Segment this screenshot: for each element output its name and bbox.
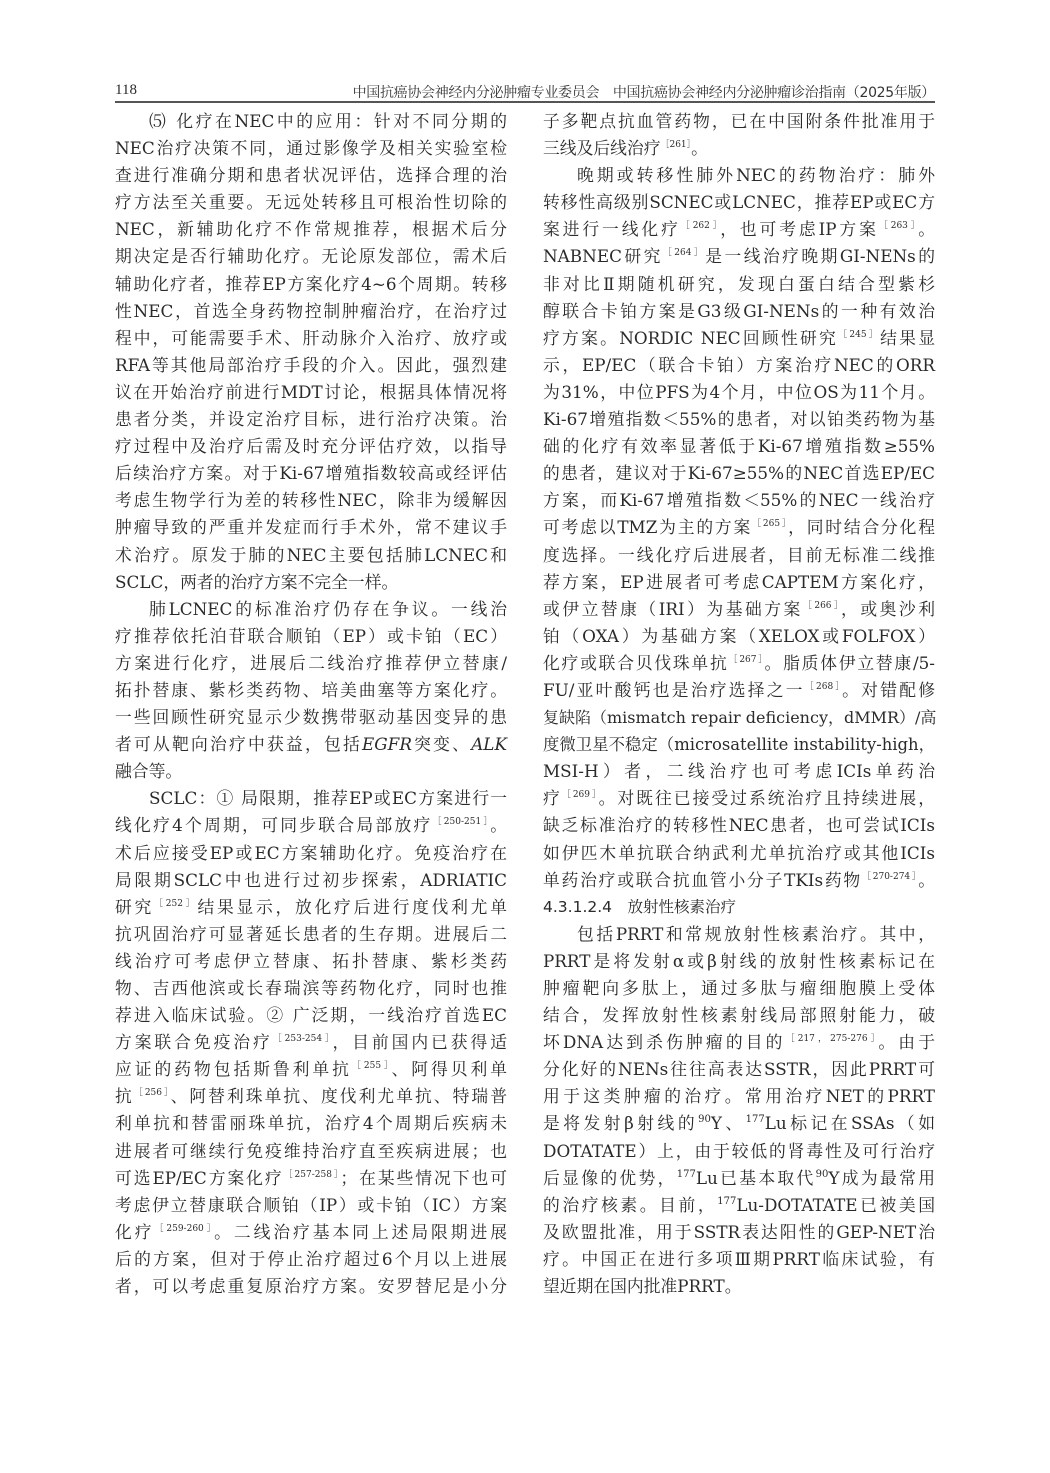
text-line bbox=[543, 1110, 935, 1137]
text-line bbox=[115, 298, 507, 325]
line-text: 示，EP/EC（联合卡铂）方案治疗NEC的ORR bbox=[543, 354, 935, 375]
text-line bbox=[543, 569, 935, 596]
line-text: 。 bbox=[918, 219, 935, 240]
citation: ［263］ bbox=[878, 221, 919, 232]
text-line bbox=[115, 189, 507, 216]
text-line bbox=[543, 108, 935, 135]
line-text: 方案联合免疫治疗 bbox=[115, 1032, 273, 1053]
text-line bbox=[115, 216, 507, 243]
text-line bbox=[543, 379, 935, 406]
line-text: 。对错配修 bbox=[842, 679, 935, 700]
right-column bbox=[543, 108, 935, 1300]
text-line bbox=[115, 352, 507, 379]
line-text: 者可从靶向治疗中获益，包括 bbox=[115, 734, 363, 755]
line-text: 望近期在国内批准PRRT。 bbox=[543, 1276, 742, 1297]
line-text: 。由于 bbox=[878, 1032, 935, 1053]
citation: ［257-258］ bbox=[283, 1169, 341, 1180]
line-text: 术后应接受EP或EC方案辅助化疗。免疫治疗在 bbox=[115, 842, 507, 863]
text-line bbox=[543, 1165, 935, 1192]
line-text: 后续治疗方案。对于Ki-67增殖指数较高或经评估 bbox=[115, 463, 507, 484]
text-line bbox=[543, 758, 935, 785]
left-column bbox=[115, 108, 507, 1300]
line-text: 程中，可能需要手术、肝动脉介入治疗、放疗或 bbox=[115, 327, 507, 348]
line-text: Lu标记在SSAs（如 bbox=[764, 1113, 935, 1134]
line-text: 子多靶点抗血管药物，已在中国附条件批准用于 bbox=[543, 111, 935, 131]
line-text: 4.3.1.2.4 放射性核素治疗 bbox=[543, 897, 737, 916]
citation: ［259-260］ bbox=[154, 1223, 215, 1234]
line-text: ；在某些情况下也可 bbox=[340, 1167, 507, 1188]
isotope-mass: 177 bbox=[717, 1195, 737, 1207]
text-line bbox=[115, 650, 507, 677]
line-text: 议在开始治疗前进行MDT讨论，根据具体情况将 bbox=[115, 381, 507, 402]
text-line bbox=[115, 894, 507, 921]
text-line bbox=[543, 542, 935, 569]
text-line bbox=[115, 406, 507, 433]
line-text: 用于这类肿瘤的治疗。常用治疗NET的PRRT bbox=[543, 1086, 935, 1107]
line-text: PRRT是将发射α或β射线的放射性核素标记在 bbox=[543, 950, 935, 971]
line-text: NEC，新辅助化疗不作常规推荐，根据术后分 bbox=[115, 219, 507, 240]
line-text: 突变、 bbox=[411, 734, 472, 755]
citation: ［261］ bbox=[660, 140, 692, 151]
line-text: NEC治疗决策不同，通过影像学及相关实验室检 bbox=[115, 138, 507, 159]
text-line bbox=[543, 677, 935, 704]
line-text: MSI-H）者，二线治疗也可考虑ICIs单药治 bbox=[543, 761, 935, 782]
text-line bbox=[543, 271, 935, 298]
text-line bbox=[115, 487, 507, 514]
line-text: DOTATATE）上，由于较低的肾毒性及可行治疗 bbox=[543, 1140, 935, 1161]
text-line bbox=[115, 1083, 507, 1110]
line-text: 为31%，中位PFS为4个月，中位OS为11个月。 bbox=[543, 381, 935, 402]
line-text: 研究 bbox=[115, 896, 155, 917]
line-text: 度选择。一线化疗后进展者，目前无标准二线推 bbox=[543, 544, 935, 565]
line-text: 肿瘤靶向多肽上，通过多肽与瘤细胞膜上受体 bbox=[543, 978, 935, 998]
text-line bbox=[543, 1246, 935, 1273]
text-line bbox=[543, 948, 935, 975]
line-text: 抗巩固治疗可显著延长患者的生存期。进展后二 bbox=[115, 923, 507, 944]
line-text: 三线及后线治疗 bbox=[543, 138, 661, 159]
text-line bbox=[543, 975, 935, 1002]
text-line bbox=[543, 298, 935, 325]
citation: ［264］ bbox=[662, 248, 706, 259]
line-text: FU/亚叶酸钙也是治疗选择之一 bbox=[543, 679, 805, 700]
line-text: SCLC，两者的治疗方案不完全一样。 bbox=[115, 571, 399, 592]
text-line bbox=[543, 1056, 935, 1083]
line-text: 。 bbox=[918, 869, 935, 890]
text-line bbox=[543, 189, 935, 216]
citation: ［270-274］ bbox=[861, 871, 919, 882]
line-text: 肿瘤导致的严重并发症而行手术外，常不建议手 bbox=[115, 517, 507, 538]
text-line bbox=[543, 1002, 935, 1029]
line-text: Y、 bbox=[710, 1113, 746, 1134]
line-text: 包括PRRT和常规放射性核素治疗。其中， bbox=[577, 923, 935, 944]
line-text: 期决定是否行辅助化疗。无论原发部位，需术后 bbox=[115, 246, 507, 267]
isotope-mass: 90 bbox=[698, 1114, 711, 1126]
line-text: 后显像的优势， bbox=[543, 1167, 677, 1188]
text-line bbox=[115, 704, 507, 731]
text-line bbox=[115, 785, 507, 812]
text-line bbox=[543, 243, 935, 270]
line-text: ，或奥沙利 bbox=[841, 598, 935, 619]
line-text: 物、吉西他滨或长春瑞滨等药物化疗，同时也推 bbox=[115, 978, 507, 998]
line-text: 。 bbox=[490, 815, 507, 836]
line-text: 复缺陷（mismatch repair deficiency，dMMR）/高 bbox=[543, 708, 937, 728]
line-text: 方案，而Ki-67增殖指数＜55%的NEC一线治疗 bbox=[543, 490, 935, 511]
line-text: 疗。中国正在进行多项Ⅲ期PRRT临床试验，有 bbox=[543, 1248, 935, 1269]
text-line bbox=[543, 650, 935, 677]
line-text: 的治疗核素。目前， bbox=[543, 1194, 718, 1215]
line-text: 、阿替利珠单抗、度伐利尤单抗、特瑞普 bbox=[170, 1086, 507, 1107]
line-text: 是一线治疗晚期GI-NENs的 bbox=[705, 246, 935, 267]
line-text: 拓扑替康、紫杉类药物、培美曲塞等方案化疗。 bbox=[115, 679, 507, 700]
line-text: 局限期SCLC中也进行过初步探索，ADRIATIC bbox=[115, 869, 507, 890]
line-text: 的患者，建议对于Ki-67≥55%的NEC首选EP/EC bbox=[543, 463, 935, 484]
text-line bbox=[115, 460, 507, 487]
gene-name: ALK bbox=[471, 734, 507, 755]
isotope-mass: 177 bbox=[745, 1114, 765, 1126]
line-text: 是将发射β射线的 bbox=[543, 1113, 699, 1134]
header-rule bbox=[115, 101, 935, 103]
text-line bbox=[115, 867, 507, 894]
line-text: NABNEC研究 bbox=[543, 246, 663, 267]
citation: ［253-254］ bbox=[272, 1034, 333, 1045]
line-text: 醇联合卡铂方案是G3级GI-NENs的一种有效治 bbox=[543, 300, 935, 321]
running-header bbox=[115, 80, 935, 102]
gene-name: EGFR bbox=[362, 734, 412, 755]
line-text: 转移性高级别SCNEC或LCNEC，推荐EP或EC方 bbox=[543, 192, 935, 213]
text-line bbox=[543, 623, 935, 650]
text-line bbox=[115, 921, 507, 948]
text-line bbox=[115, 1002, 507, 1029]
line-text: 疗 bbox=[543, 788, 562, 809]
line-text: ，也可考虑IP方案 bbox=[720, 219, 879, 240]
text-line bbox=[115, 569, 507, 596]
text-line bbox=[115, 1138, 507, 1165]
line-text: Y成为最常用 bbox=[828, 1167, 935, 1188]
citation: ［269］ bbox=[561, 790, 599, 801]
text-line bbox=[115, 623, 507, 650]
text-line bbox=[115, 542, 507, 569]
citation: ［262］ bbox=[680, 221, 721, 232]
text-line bbox=[543, 135, 935, 162]
text-line bbox=[115, 135, 507, 162]
line-text: 抗 bbox=[115, 1086, 134, 1107]
line-text: 线治疗可考虑伊立替康、拓扑替康、紫杉类药 bbox=[115, 950, 507, 971]
text-line bbox=[543, 514, 935, 541]
text-line bbox=[543, 1219, 935, 1246]
line-text: 化疗或联合贝伐珠单抗 bbox=[543, 652, 729, 673]
line-text: 荐进入临床试验。② 广泛期，一线治疗首选EC bbox=[115, 1005, 507, 1026]
citation: ［250-251］ bbox=[432, 817, 491, 828]
text-line bbox=[115, 1273, 507, 1300]
text-line bbox=[115, 433, 507, 460]
text-line bbox=[543, 460, 935, 487]
line-text: 铂（OXA）为基础方案（XELOX或FOLFOX） bbox=[543, 625, 935, 646]
line-text: 础的化疗有效率显著低于Ki-67增殖指数≥55% bbox=[543, 436, 935, 457]
text-line bbox=[543, 785, 935, 812]
text-line bbox=[543, 731, 935, 758]
line-text: 。对既往已接受过系统治疗且持续进展， bbox=[598, 788, 935, 809]
line-text: 结合，发挥放射性核素射线局部照射能力，破 bbox=[543, 1005, 935, 1026]
line-text: 查进行准确分期和患者状况评估，选择合理的治 bbox=[115, 165, 507, 186]
page-number: 118 bbox=[115, 82, 137, 98]
text-line bbox=[115, 812, 507, 839]
text-line bbox=[543, 487, 935, 514]
line-text: 度微卫星不稳定（microsatellite instability-high， bbox=[543, 735, 935, 755]
line-text: 患者分类，并设定治疗目标，进行治疗决策。治 bbox=[115, 409, 507, 430]
text-line bbox=[543, 1029, 935, 1056]
text-line bbox=[543, 1138, 935, 1165]
line-text: 荐方案，EP进展者可考虑CAPTEM方案化疗， bbox=[543, 571, 935, 592]
text-line bbox=[115, 108, 507, 135]
isotope-mass: 177 bbox=[676, 1168, 696, 1180]
citation: ［256］ bbox=[133, 1088, 171, 1099]
line-text: 性NEC，首选全身药物控制肿瘤治疗，在治疗过 bbox=[115, 300, 507, 321]
text-line bbox=[543, 433, 935, 460]
citation: ［265］ bbox=[752, 519, 789, 530]
line-text: 术治疗。原发于肺的NEC主要包括肺LCNEC和 bbox=[115, 544, 507, 565]
line-text: 疗推荐依托泊苷联合顺铂（EP）或卡铂（EC） bbox=[115, 625, 507, 646]
text-line bbox=[115, 514, 507, 541]
line-text: 。二线治疗基本同上述局限期进展 bbox=[214, 1221, 507, 1242]
text-line bbox=[115, 271, 507, 298]
text-line bbox=[543, 1083, 935, 1110]
line-text: 考虑伊立替康联合顺铂（IP）或卡铂（IC）方案 bbox=[115, 1194, 507, 1215]
citation: ［217，275-276］ bbox=[785, 1034, 879, 1045]
line-text: ，同时结合分化程 bbox=[788, 517, 935, 538]
line-text: 、阿得贝利单 bbox=[391, 1059, 507, 1080]
line-text: 后的方案，但对于停止治疗超过6个月以上进展 bbox=[115, 1248, 507, 1269]
line-text: Lu已基本取代 bbox=[695, 1167, 816, 1188]
line-text: 化疗 bbox=[115, 1221, 155, 1242]
line-text: ⑸ 化疗在NEC中的应用：针对不同分期的 bbox=[149, 111, 507, 131]
running-title: 中国抗癌协会神经内分泌肿瘤专业委员会 中国抗癌协会神经内分泌肿瘤诊治指南（2025年版） bbox=[352, 85, 935, 101]
text-line bbox=[543, 840, 935, 867]
text-line bbox=[115, 1110, 507, 1137]
text-line bbox=[115, 1192, 507, 1219]
text-line bbox=[543, 162, 935, 189]
line-text: Lu-DOTATATE已被美国 bbox=[736, 1194, 935, 1215]
line-text: 结果显 bbox=[880, 327, 935, 348]
text-line bbox=[543, 406, 935, 433]
text-line bbox=[543, 1192, 935, 1219]
line-text: 进展者可继续行免疫维持治疗直至疾病进展；也 bbox=[115, 1140, 507, 1161]
text-line bbox=[115, 243, 507, 270]
line-text: 应证的药物包括斯鲁利单抗 bbox=[115, 1059, 352, 1080]
text-line bbox=[115, 596, 507, 623]
line-text: 疗方案。NORDIC NEC回顾性研究 bbox=[543, 327, 839, 348]
text-line bbox=[543, 1273, 935, 1300]
citation: ［268］ bbox=[804, 681, 843, 692]
line-text: 晚期或转移性肺外NEC的药物治疗：肺外 bbox=[577, 165, 935, 186]
line-text: 如伊匹木单抗联合纳武利尤单抗治疗或其他ICIs bbox=[543, 842, 935, 863]
line-text: 。 bbox=[691, 138, 708, 159]
line-text: 。脂质体伊立替康/5- bbox=[764, 652, 935, 673]
text-line bbox=[115, 1056, 507, 1083]
line-text: 及欧盟批准，用于SSTR表达阳性的GEP-NET治 bbox=[543, 1221, 935, 1242]
text-line bbox=[543, 216, 935, 243]
text-line bbox=[543, 352, 935, 379]
text-line bbox=[115, 379, 507, 406]
text-line bbox=[115, 975, 507, 1002]
line-text: 或伊立替康（IRI）为基础方案 bbox=[543, 598, 803, 619]
line-text: 融合等。 bbox=[115, 761, 183, 782]
line-text: 一些回顾性研究显示少数携带驱动基因变异的患 bbox=[115, 707, 507, 728]
line-text: 考虑生物学行为差的转移性NEC，除非为缓解因 bbox=[115, 490, 507, 511]
line-text: 可考虑以TMZ为主的方案 bbox=[543, 517, 753, 538]
line-text: 辅助化疗者，推荐EP方案化疗4~6个周期。转移 bbox=[115, 273, 507, 294]
text-line bbox=[115, 840, 507, 867]
section-heading bbox=[543, 894, 935, 921]
line-text: 结果显示，放化疗后进行度伐利尤单 bbox=[197, 896, 507, 917]
citation: ［267］ bbox=[728, 654, 765, 665]
line-text: 非对比Ⅱ期随机研究，发现白蛋白结合型紫杉 bbox=[543, 273, 935, 294]
line-text: 疗方法至关重要。无远处转移且可根治性切除的 bbox=[115, 192, 507, 213]
line-text: 单药治疗或联合抗血管小分子TKIs药物 bbox=[543, 869, 862, 890]
line-text: 者，可以考虑重复原治疗方案。安罗替尼是小分 bbox=[115, 1276, 507, 1297]
text-line bbox=[115, 325, 507, 352]
text-line bbox=[115, 1029, 507, 1056]
text-line bbox=[115, 758, 507, 785]
text-line bbox=[115, 1246, 507, 1273]
line-text: 坏DNA达到杀伤肿瘤的目的 bbox=[543, 1032, 786, 1053]
line-text: 疗过程中及治疗后需及时充分评估疗效，以指导 bbox=[115, 436, 507, 457]
line-text: RFA等其他局部治疗手段的介入。因此，强烈建 bbox=[115, 354, 507, 375]
text-line bbox=[115, 1165, 507, 1192]
line-text: 线化疗4个周期，可同步联合局部放疗 bbox=[115, 815, 433, 836]
text-line bbox=[543, 325, 935, 352]
line-text: Ki-67增殖指数＜55%的患者，对以铂类药物为基 bbox=[543, 409, 935, 430]
line-text: 缺乏标准治疗的转移性NEC患者，也可尝试ICIs bbox=[543, 815, 935, 836]
line-text: 可选EP/EC方案化疗 bbox=[115, 1167, 284, 1188]
citation: ［252］ bbox=[154, 898, 198, 909]
citation: ［255］ bbox=[351, 1061, 392, 1072]
text-line bbox=[115, 731, 507, 758]
line-text: ，目前国内已获得适 bbox=[332, 1032, 507, 1053]
citation: ［245］ bbox=[838, 329, 881, 340]
line-text: 利单抗和替雷丽珠单抗，治疗4个周期后疾病未 bbox=[115, 1113, 507, 1134]
text-line bbox=[543, 812, 935, 839]
text-line bbox=[115, 162, 507, 189]
text-line bbox=[115, 948, 507, 975]
line-text: 方案进行化疗，进展后二线治疗推荐伊立替康/ bbox=[115, 652, 507, 673]
text-line bbox=[115, 1219, 507, 1246]
line-text: 案进行一线化疗 bbox=[543, 219, 681, 240]
text-line bbox=[543, 921, 935, 948]
isotope-mass: 90 bbox=[815, 1168, 829, 1180]
citation: ［266］ bbox=[802, 600, 842, 611]
text-line bbox=[115, 677, 507, 704]
text-line bbox=[543, 704, 935, 731]
line-text: 肺LCNEC的标准治疗仍存在争议。一线治 bbox=[149, 598, 507, 619]
text-line bbox=[543, 867, 935, 894]
line-text: SCLC：① 局限期，推荐EP或EC方案进行一 bbox=[149, 788, 507, 809]
line-text: 分化好的NENs往往高表达SSTR，因此PRRT可 bbox=[543, 1059, 935, 1080]
text-line bbox=[543, 596, 935, 623]
